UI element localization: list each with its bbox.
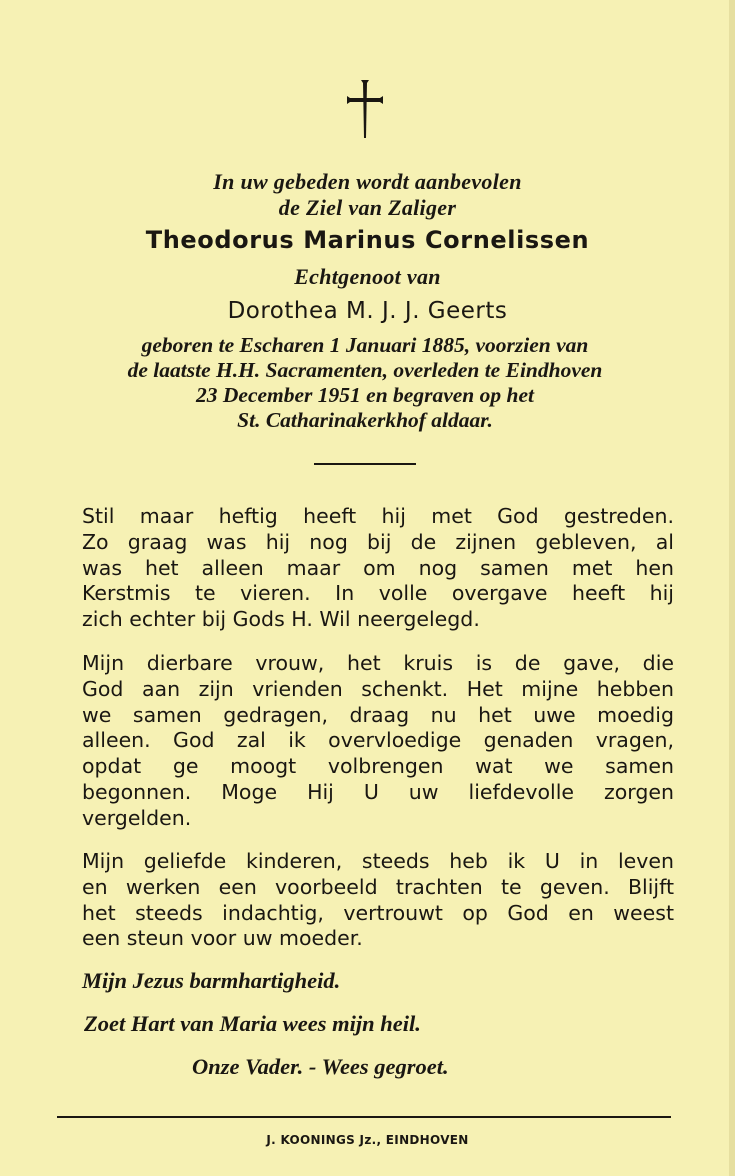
text-line: Mijn dierbare vrouw, het kruis is de gave, die	[82, 651, 674, 675]
paragraph-1	[82, 504, 674, 633]
spouse-name: Dorothea M. J. J. Geerts	[227, 298, 508, 324]
paragraph-3	[82, 849, 674, 952]
text-line: Mijn geliefde kinderen, steeds heb ik U in leven	[82, 849, 674, 873]
text-line: Zo graag was hij nog bij de zijnen gebleven, al	[82, 529, 674, 554]
divider-line	[314, 463, 416, 465]
text-line: Kerstmis te vieren. In volle overgave heeft hij	[82, 581, 674, 606]
bio-line: St. Catharinakerkhof aldaar.	[237, 408, 493, 432]
deceased-name: Theodorus Marinus Cornelissen	[145, 226, 590, 254]
text-line: een steun voor uw moeder.	[82, 926, 363, 951]
bio-line: 23 December 1951 en begraven op het	[196, 383, 534, 407]
cross-icon	[345, 76, 385, 142]
text-line: was het alleen maar om nog samen met hen	[82, 555, 674, 580]
printer-imprint: J. KOONINGS Jz., EINDHOVEN	[266, 1133, 469, 1147]
relation-label: Echtgenoot van	[294, 264, 441, 289]
text-line: vergelden.	[82, 805, 192, 830]
text-line: en werken een voorbeeld trachten te geven. Blijft	[82, 874, 674, 899]
bio-line: de laatste H.H. Sacramenten, overleden te Eindhoven	[127, 358, 603, 382]
text-line: begonnen. Moge Hij U uw liefdevolle zorgen	[82, 779, 674, 804]
intro-line-1: In uw gebeden wordt aanbevolen	[213, 169, 522, 194]
text-line: het steeds indachtig, vertrouwt op God en weest	[82, 900, 674, 925]
text-line: opdat ge moogt volbrengen wat we samen	[82, 754, 674, 779]
prayer-line-1: Mijn Jezus barmhartigheid.	[82, 968, 341, 993]
text-line: God aan zijn vrienden schenkt. Het mijne hebben	[82, 676, 674, 701]
text-line: zich echter bij Gods H. Wil neergelegd.	[82, 607, 480, 632]
text-line: Stil maar heftig heeft hij met God gestreden.	[82, 504, 674, 528]
text-line: alleen. God zal ik overvloedige genaden vragen,	[82, 728, 674, 753]
paragraph-2	[82, 651, 674, 832]
bio-line: geboren te Escharen 1 Januari 1885, voorzien van	[141, 333, 589, 357]
prayer-line-2: Zoet Hart van Maria wees mijn heil.	[84, 1011, 421, 1036]
prayer-line-3: Onze Vader. - Wees gegroet.	[192, 1054, 449, 1079]
text-line: we samen gedragen, draag nu het uwe moedig	[82, 702, 674, 727]
intro-line-2: de Ziel van Zaliger	[278, 195, 457, 220]
bottom-rule	[57, 1116, 671, 1118]
